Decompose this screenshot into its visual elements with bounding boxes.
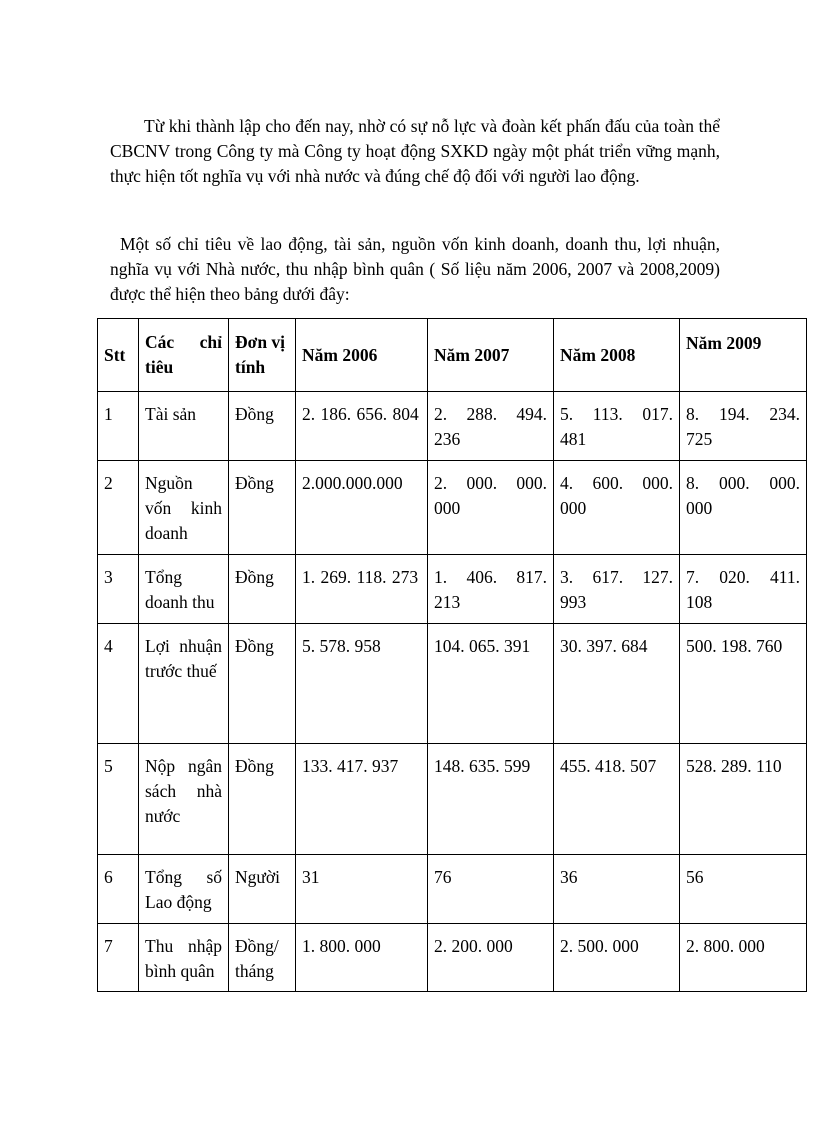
cell-unit: Đồng [229, 392, 296, 461]
table-row [98, 924, 807, 992]
cell-2007: 2. 200. 000 [428, 924, 554, 992]
header-stt: Stt [98, 319, 139, 392]
cell-2008: 2. 500. 000 [554, 924, 680, 992]
cell-unit: Đồng [229, 744, 296, 855]
cell-2007: 76 [428, 855, 554, 924]
cell-stt: 1 [98, 392, 139, 461]
cell-2009: 8. 194. 234. 725 [680, 392, 807, 461]
cell-indicator: Tổng số Lao động [139, 855, 229, 924]
lead-paragraph: Một số chỉ tiêu về lao động, tài sản, nguồn vốn kinh doanh, doanh thu, lợi nhuận, nghĩa vụ với Nhà nước, thu nhập bình quân ( Số liệu năm 2006, 2007 và 2008,2009) được thể hiện theo bảng dưới đây: [110, 234, 720, 304]
cell-2008: 36 [554, 855, 680, 924]
cell-2008: 455. 418. 507 [554, 744, 680, 855]
cell-2009: 8. 000. 000. 000 [680, 461, 807, 555]
cell-indicator: Nộp ngân sách nhà nước [139, 744, 229, 855]
table-header-row [98, 319, 807, 392]
table-row [98, 624, 807, 744]
cell-stt: 4 [98, 624, 139, 744]
cell-indicator: Lợi nhuận trước thuế [139, 624, 229, 744]
table-row [98, 555, 807, 624]
cell-2007: 104. 065. 391 [428, 624, 554, 744]
cell-unit: Đồng [229, 555, 296, 624]
table-row [98, 744, 807, 855]
cell-2009: 2. 800. 000 [680, 924, 807, 992]
cell-2008: 3. 617. 127. 993 [554, 555, 680, 624]
cell-2006: 1. 800. 000 [296, 924, 428, 992]
intro-paragraph: Từ khi thành lập cho đến nay, nhờ có sự nỗ lực và đoàn kết phấn đấu của toàn thể CBCNV trong Công ty mà Công ty hoạt động SXKD ngày một phát triển vững mạnh, thực hiện tốt nghĩa vụ với nhà nước và đúng chế độ đối với người lao động. [110, 116, 720, 186]
cell-2007: 2. 288. 494. 236 [428, 392, 554, 461]
cell-stt: 5 [98, 744, 139, 855]
table-row [98, 855, 807, 924]
cell-2009: 528. 289. 110 [680, 744, 807, 855]
cell-indicator: Tổng doanh thu [139, 555, 229, 624]
cell-unit: Đồng [229, 624, 296, 744]
cell-2006: 5. 578. 958 [296, 624, 428, 744]
header-2009: Năm 2009 [680, 319, 807, 392]
cell-unit: Đồng [229, 461, 296, 555]
cell-2007: 1. 406. 817. 213 [428, 555, 554, 624]
header-unit: Đơn vị tính [229, 319, 296, 392]
cell-stt: 7 [98, 924, 139, 992]
cell-stt: 6 [98, 855, 139, 924]
cell-2006: 2.000.000.000 [296, 461, 428, 555]
header-2008: Năm 2008 [554, 319, 680, 392]
cell-2006: 133. 417. 937 [296, 744, 428, 855]
cell-2009: 7. 020. 411. 108 [680, 555, 807, 624]
cell-2006: 2. 186. 656. 804 [296, 392, 428, 461]
cell-indicator: Tài sản [139, 392, 229, 461]
indicator-table [97, 318, 807, 992]
header-2007: Năm 2007 [428, 319, 554, 392]
header-2006: Năm 2006 [296, 319, 428, 392]
table-row [98, 392, 807, 461]
cell-2006: 31 [296, 855, 428, 924]
cell-stt: 3 [98, 555, 139, 624]
cell-2006: 1. 269. 118. 273 [296, 555, 428, 624]
cell-stt: 2 [98, 461, 139, 555]
cell-2008: 4. 600. 000. 000 [554, 461, 680, 555]
cell-2007: 2. 000. 000. 000 [428, 461, 554, 555]
cell-2008: 5. 113. 017. 481 [554, 392, 680, 461]
cell-indicator: Thu nhập bình quân [139, 924, 229, 992]
cell-unit: Người [229, 855, 296, 924]
table-row [98, 461, 807, 555]
cell-2009: 500. 198. 760 [680, 624, 807, 744]
cell-2008: 30. 397. 684 [554, 624, 680, 744]
cell-2009: 56 [680, 855, 807, 924]
cell-indicator: Nguồn vốn kinh doanh [139, 461, 229, 555]
cell-2007: 148. 635. 599 [428, 744, 554, 855]
cell-unit: Đồng/ tháng [229, 924, 296, 992]
header-indicator: Các chỉ tiêu [139, 319, 229, 392]
